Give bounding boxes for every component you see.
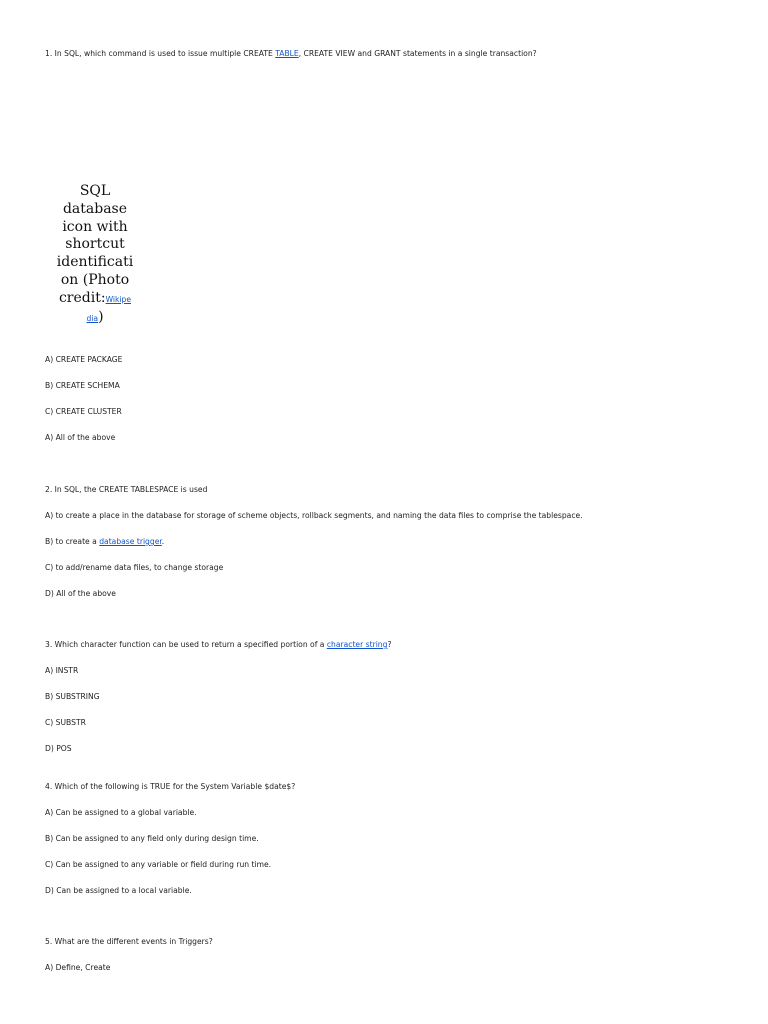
- option: A) Can be assigned to a global variable.: [45, 808, 197, 817]
- question-4: 4. Which of the following is TRUE for the System Variable $date$?: [45, 782, 296, 791]
- option: D) All of the above: [45, 589, 116, 598]
- option: C) to add/rename data files, to change storage: [45, 563, 224, 572]
- option: D) POS: [45, 744, 72, 753]
- option: [45, 537, 164, 547]
- option: D) Can be assigned to a local variable.: [45, 886, 192, 895]
- option-text: .: [161, 537, 165, 546]
- option: A) CREATE PACKAGE: [45, 355, 123, 364]
- option: C) CREATE CLUSTER: [45, 407, 122, 416]
- question-text: 3. Which character function can be used to return a specified portion of a: [45, 640, 327, 649]
- table-link[interactable]: TABLE: [275, 49, 299, 58]
- option: A) All of the above: [45, 433, 116, 442]
- option: B) Can be assigned to any field only during design time.: [45, 834, 259, 843]
- question-2: 2. In SQL, the CREATE TABLESPACE is used: [45, 485, 208, 494]
- character-string-link[interactable]: character string: [326, 640, 388, 649]
- question-3: [45, 640, 391, 650]
- option: A) INSTR: [45, 666, 79, 675]
- question-1: [45, 49, 537, 59]
- option: C) SUBSTR: [45, 718, 86, 727]
- question-text: 1. In SQL, which command is used to issue multiple CREATE: [45, 49, 276, 58]
- question-5: 5. What are the different events in Triggers?: [45, 937, 213, 946]
- question-text: , CREATE VIEW and GRANT statements in a single transaction?: [298, 49, 537, 58]
- question-text: ?: [387, 640, 392, 649]
- option: B) CREATE SCHEMA: [45, 381, 120, 390]
- image-caption: [55, 183, 135, 327]
- option: A) Define, Create: [45, 963, 111, 972]
- caption-text: SQL database icon with shortcut identificati on (Photo credit:: [56, 183, 134, 306]
- option: A) to create a place in the database for storage of scheme objects, rollback segments, and naming the data files to comprise the tablespace.: [45, 511, 583, 520]
- database-trigger-link[interactable]: database trigger: [99, 537, 162, 546]
- caption-close: ): [98, 308, 104, 325]
- wikipedia-link[interactable]: Wikipe dia: [86, 294, 132, 323]
- option-text: B) to create a: [45, 537, 100, 546]
- option: C) Can be assigned to any variable or field during run time.: [45, 860, 272, 869]
- option: B) SUBSTRING: [45, 692, 100, 701]
